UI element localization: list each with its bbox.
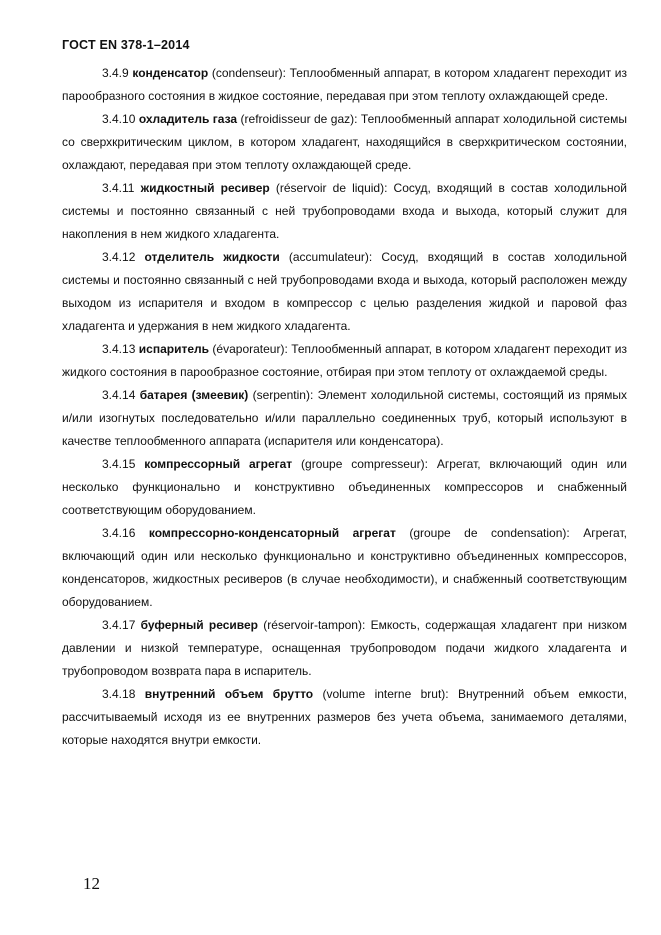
definition-text: Теплообменный аппарат, в котором хладагент переходит из жидкого состояния в парообразное состояние, отбирая при этом теплоту от охлаждаемой среды. — [62, 342, 627, 379]
definition-item — [62, 62, 627, 108]
definition-number: 3.4.10 — [102, 112, 136, 126]
definition-number: 3.4.16 — [102, 526, 136, 540]
definition-foreign-term: (groupe compresseur): — [301, 457, 428, 471]
definition-item — [62, 453, 627, 522]
definition-term: отделитель жидкости — [144, 250, 280, 264]
definition-foreign-term: (évaporateur): — [212, 342, 288, 356]
definition-text: Теплообменный аппарат холодильной системы со сверхкритическим циклом, в котором хладагент, находящийся в сверхкритическом состоянии, охлаждают, передавая при этом теплоту охлаждающей среде. — [62, 112, 627, 172]
definition-term: компрессорно-конденсаторный агрегат — [148, 526, 396, 540]
definition-item — [62, 338, 627, 384]
definition-foreign-term: (volume interne brut): — [322, 687, 449, 701]
document-header — [62, 38, 190, 52]
definition-item — [62, 683, 627, 752]
definition-number: 3.4.18 — [102, 687, 136, 701]
definition-text: Агрегат, включающий один или несколько функционально и конструктивно объединенных компрессоров, конденсаторов, жидкостных ресиверов (в случае необходимости), и снабженный соответствующим оборудованием. — [62, 526, 627, 609]
definition-term: внутренний объем брутто — [144, 687, 314, 701]
definition-foreign-term: (réservoir de liquid): — [275, 181, 388, 195]
definition-foreign-term: (groupe de condensation): — [409, 526, 570, 540]
definition-item — [62, 614, 627, 683]
definition-text: Емкость, содержащая хладагент при низком давлении и низкой температуре, оснащенная трубопроводом подачи жидкого хладагента и трубопроводом возврата пара в испаритель. — [62, 618, 627, 678]
definition-number: 3.4.15 — [102, 457, 136, 471]
definition-term: буферный ресивер — [140, 618, 259, 632]
definition-term: жидкостный ресивер — [140, 181, 270, 195]
definition-text: Элемент холодильной системы, состоящий из прямых и/или изогнутых последовательно и/или параллельно соединенных труб, который используют в качестве теплообменного аппарата (испарителя или конденсатора). — [62, 388, 628, 448]
definition-term: конденсатор — [132, 66, 209, 80]
standard-designation: ГОСТ EN 378-1–2014 — [62, 38, 190, 52]
definition-text: Внутренний объем емкости, рассчитываемый исходя из ее внутренних размеров без учета объема, занимаемого деталями, которые находятся внутри емкости. — [62, 687, 627, 747]
definition-foreign-term: (condenseur): — [211, 66, 286, 80]
page-number: 12 — [83, 874, 100, 893]
definition-number: 3.4.12 — [102, 250, 136, 264]
definition-foreign-term: (réservoir-tampon): — [263, 618, 366, 632]
definition-term: компрессорный агрегат — [144, 457, 293, 471]
definition-foreign-term: (accumulateur): — [288, 250, 373, 264]
definition-number: 3.4.11 — [102, 181, 135, 195]
definition-text: Сосуд, входящий в состав холодильной системы и постоянно связанный с ней трубопроводами входа и выхода, который служит для накопления в нем жидкого хладагента. — [62, 181, 628, 241]
definition-number: 3.4.17 — [102, 618, 136, 632]
definition-item — [62, 177, 627, 246]
definition-foreign-term: (serpentin): — [252, 388, 314, 402]
definition-foreign-term: (refroidisseur de gaz): — [240, 112, 358, 126]
definitions-section — [62, 62, 627, 752]
definition-term: охладитель газа — [138, 112, 238, 126]
definition-text: Теплообменный аппарат, в котором хладагент переходит из парообразного состояния в жидкое состояние, передавая при этом теплоту охлаждающей среде. — [62, 66, 627, 103]
definition-item — [62, 384, 627, 453]
definition-text: Агрегат, включающий один или несколько функционально и конструктивно объединенных компрессоров и снабженный соответствующим оборудованием. — [62, 457, 627, 517]
definition-number: 3.4.9 — [102, 66, 129, 80]
definition-text: Сосуд, входящий в состав холодильной системы и постоянно связанный с ней трубопроводами входа и выхода, который расположен между выходом из испарителя и входом в компрессор с целью разделения жидкой и паровой фаз хладагента и удержания в нем жидкого хладагента. — [62, 250, 627, 333]
definition-number: 3.4.14 — [102, 388, 136, 402]
definition-term: испаритель — [138, 342, 210, 356]
definition-term: батарея (змеевик) — [139, 388, 249, 402]
definition-item — [62, 108, 627, 177]
definition-number: 3.4.13 — [102, 342, 136, 356]
definition-item — [62, 522, 627, 614]
definition-item — [62, 246, 627, 338]
